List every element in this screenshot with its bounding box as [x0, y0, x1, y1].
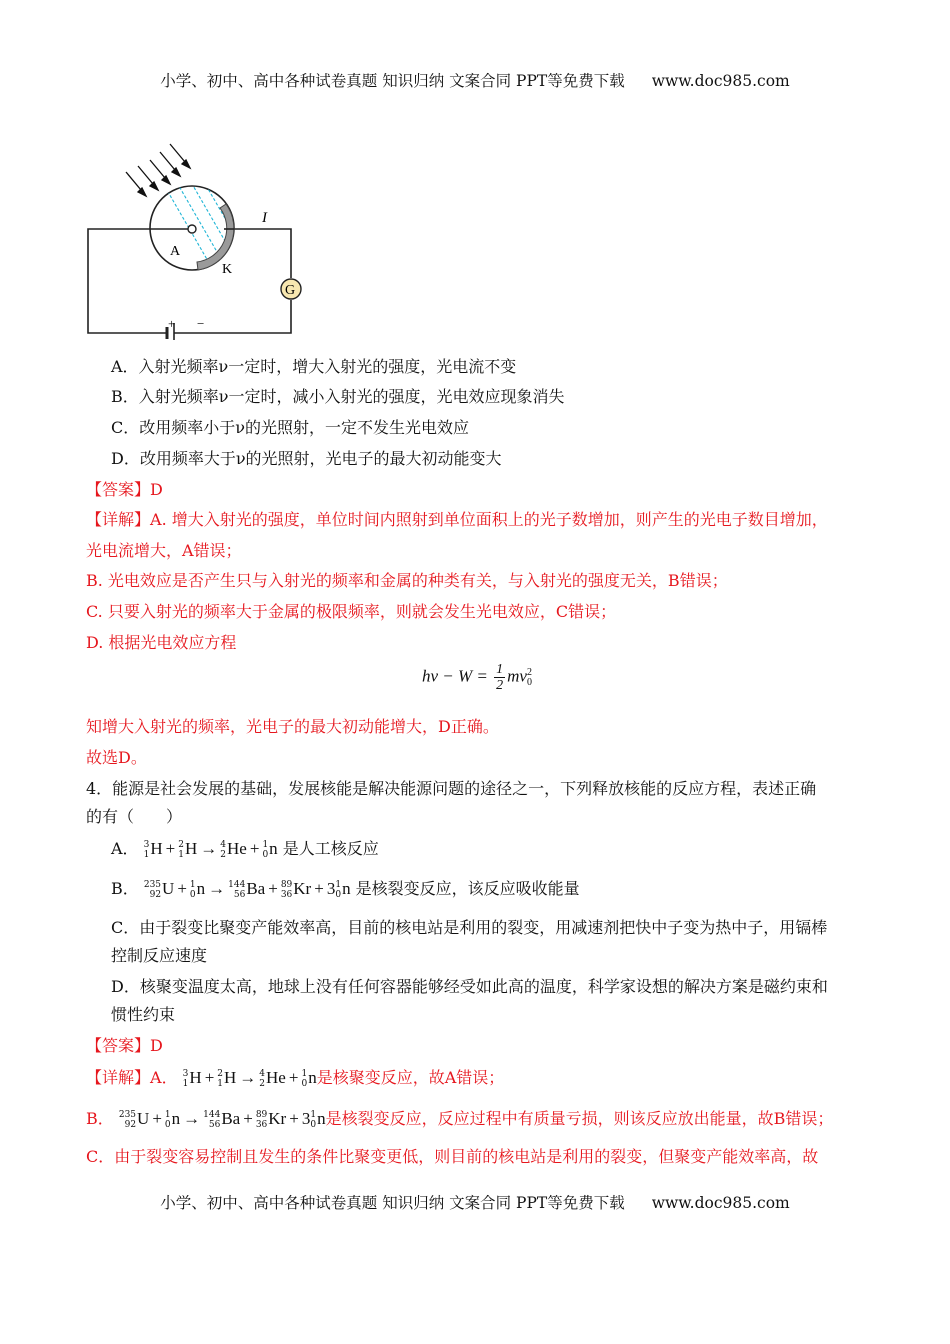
label-I: I: [262, 210, 267, 226]
q3-explain-a1: A. 增大入射光的强度，单位时间内照射到单位面积上的光子数增加，则产生的光电子数目增加，: [150, 510, 828, 529]
page-footer: [0, 1191, 950, 1213]
q4-answer: 【答案】D: [86, 1036, 163, 1055]
q4-explain-c: C．由于裂变容易控制且发生的条件比聚变更低，则目前的核电站是利用的裂变，但聚变产能效率高，故: [86, 1147, 819, 1166]
q4-stem-2: 的有（ ）: [86, 807, 183, 826]
wire-bottom: [174, 300, 291, 333]
q4-explain-a-label: A．: [150, 1068, 178, 1087]
q3-explain-1: [86, 509, 828, 531]
q4-option-a-label: A．: [111, 839, 139, 858]
header-text: 小学、初中、高中各种试卷真题 知识归纳 文案合同 PPT等免费下载: [160, 72, 625, 90]
galvanometer-label: G: [285, 283, 296, 298]
q4-stem-1: 4．能源是社会发展的基础，发展核能是解决能源问题的途径之一，下列释放核能的反应方程，表述正确: [86, 779, 817, 798]
q4-explain-b: B． 235 92 U + 1 0 n → 144 56 Ba + 89 36 Kr + 3 1 0 n是核裂变反应，反应过程中有质量亏损，则该反应放出能量，故B错误；: [86, 1109, 834, 1130]
eq-num: 1: [496, 662, 504, 677]
footer-url[interactable]: www.doc985.com: [651, 1194, 790, 1212]
q4-option-c-2: 控制反应速度: [111, 946, 208, 965]
q3-option-d: D．改用频率大于ν的光照射，光电子的最大初动能变大: [111, 449, 502, 468]
q4-option-d-2: 惯性约束: [111, 1005, 176, 1024]
eq-lhs: hν − W =: [422, 666, 488, 686]
q3-option-c: C．改用频率小于ν的光照射，一定不发生光电效应: [111, 418, 469, 437]
eq-fraction: [494, 662, 505, 693]
battery-plus: +: [168, 316, 176, 331]
q3-option-a: A．入射光频率ν一定时，增大入射光的强度，光电流不变: [111, 357, 517, 376]
q3-explain-5: D. 根据光电效应方程: [86, 633, 237, 652]
q4-explain-b-label: B．: [86, 1109, 114, 1128]
q3-explain-label: 【详解】: [86, 510, 151, 529]
q4-option-b: B． 235 92 U + 1 0 n → 144 56 Ba + 89 36 Kr + 3 1 0 n 是核裂变反应，该反应吸收能量: [111, 879, 580, 900]
q4-option-a: A． 3 1 H + 2 1 H → 4 2 He + 1 0 n 是人工核反应: [111, 839, 379, 860]
q4-option-b-text: 是核裂变反应，该反应吸收能量: [355, 879, 580, 898]
q4-explain-b-text: 是核裂变反应，反应过程中有质量亏损，则该反应放出能量，故B错误；: [325, 1109, 834, 1128]
q4-explain-a-text: 是核聚变反应，故A错误；: [316, 1068, 505, 1087]
q3-explain-4: C. 只要入射光的频率大于金属的极限频率，则就会发生光电效应，C错误；: [86, 602, 617, 621]
q3-option-b: B．入射光频率ν一定时，减小入射光的强度，光电效应现象消失: [111, 387, 565, 406]
header-url[interactable]: www.doc985.com: [651, 72, 790, 90]
q4-option-d-1: D．核聚变温度太高，地球上没有任何容器能够经受如此高的温度，科学家设想的解决方案是磁约束和: [111, 977, 828, 996]
q3-conclusion: 知增大入射光的频率，光电子的最大初动能增大，D正确。: [86, 717, 499, 736]
eq-sub: 0: [526, 676, 532, 688]
anode: [188, 225, 196, 233]
q4-option-a-text: 是人工核反应: [282, 839, 379, 858]
q3-explain-2: 光电流增大，A错误；: [86, 541, 242, 560]
photoelectric-equation: [422, 662, 532, 693]
photoelectric-circuit-diagram: [80, 140, 320, 340]
label-K: K: [222, 262, 233, 277]
eq-den: 2: [496, 678, 504, 693]
q3-answer: 【答案】D: [86, 480, 163, 499]
page-header: [0, 69, 950, 91]
battery-minus: −: [197, 316, 205, 331]
eq-sup: 2: [526, 666, 532, 678]
eq-rhs: mv: [507, 666, 527, 686]
q4-explain-a: 【详解】A． 3 1 H + 2 1 H → 4 2 He + 1 0 n是核聚变反应，故A错误；: [86, 1068, 505, 1089]
q4-option-c-1: C．由于裂变比聚变产能效率高，目前的核电站是利用的裂变，用减速剂把快中子变为热中子，用镉棒: [111, 918, 828, 937]
q4-explain-label: 【详解】: [86, 1068, 151, 1087]
footer-text: 小学、初中、高中各种试卷真题 知识归纳 文案合同 PPT等免费下载: [160, 1194, 625, 1212]
q3-explain-3: B. 光电效应是否产生只与入射光的频率和金属的种类有关，与入射光的强度无关，B错误；: [86, 571, 728, 590]
wire-right: [234, 229, 291, 278]
label-A: A: [170, 244, 181, 259]
q4-option-b-label: B．: [111, 879, 139, 898]
q3-choose: 故选D。: [86, 748, 147, 767]
